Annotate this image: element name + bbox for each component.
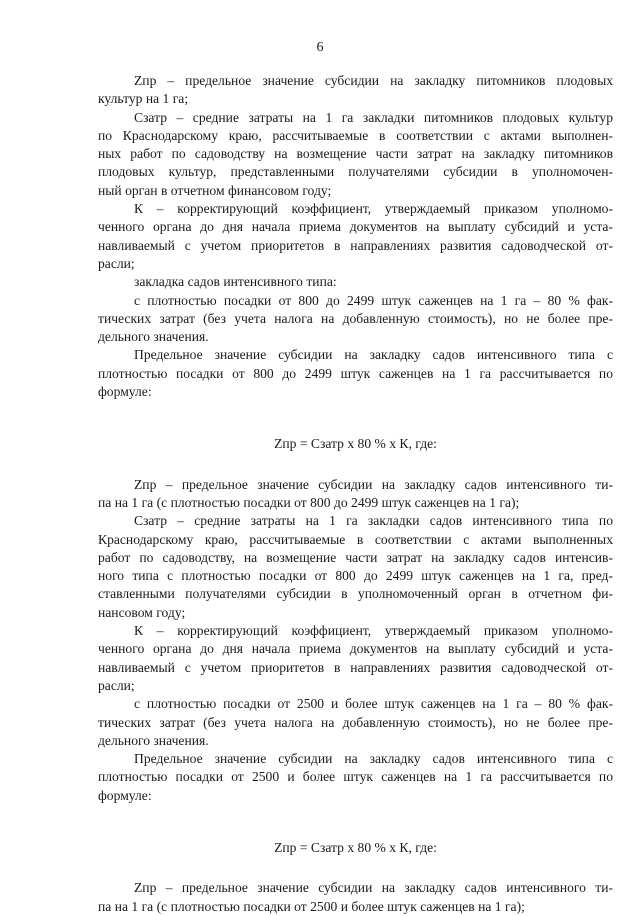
- text-line: плотностью посадки от 2500 и более штук саженцев на 1 га рассчитывается по: [98, 769, 613, 785]
- text-line: ных работ по садоводству на возмещение части затрат на закладку питомников: [98, 146, 613, 162]
- paragraph: [98, 476, 613, 513]
- text-line: Zпр – предельное значение субсидии на закладку садов интенсивного ти-: [134, 476, 613, 492]
- text-line: па на 1 га (с плотностью посадки от 2500 и более штук саженцев на 1 га);: [98, 898, 525, 914]
- paragraph: [98, 622, 613, 695]
- paragraph: [98, 879, 613, 916]
- text-line: па на 1 га (с плотностью посадки от 800 до 2499 штук саженцев на 1 га);: [98, 494, 520, 510]
- text-line: тических затрат (без учета налога на добавленную стоимость), но не более пре-: [98, 310, 613, 326]
- text-line: ный орган в отчетном финансовом году;: [98, 182, 332, 198]
- text-line: Краснодарскому краю, рассчитываемые в соответствии с актами выполненных: [98, 531, 613, 547]
- document-body: [98, 72, 613, 916]
- text-line: Zпр – предельное значение субсидии на закладку садов интенсивного ти-: [134, 880, 613, 896]
- paragraph: [98, 695, 613, 750]
- text-line: формуле:: [98, 384, 152, 400]
- text-line: плодовых культур, представленными получателями субсидии в уполномочен-: [98, 164, 613, 180]
- text-line: нансовом году;: [98, 604, 186, 620]
- text-line: Предельное значение субсидии на закладку садов интенсивного типа с: [134, 751, 613, 767]
- text-line: закладка садов интенсивного типа:: [134, 274, 337, 290]
- text-line: с плотностью посадки от 2500 и более штук саженцев на 1 га – 80 % фак-: [134, 696, 613, 712]
- paragraph: [98, 292, 613, 347]
- paragraph: [98, 200, 613, 273]
- formula: Zпр = Сзатр х 80 % х К, где:: [274, 436, 437, 452]
- text-line: навливаемый с учетом приоритетов в направлениях развития садоводческой от-: [98, 237, 613, 253]
- text-line: расли;: [98, 677, 135, 693]
- paragraph: [98, 346, 613, 401]
- text-line: дельного значения.: [98, 329, 209, 345]
- text-line: культур на 1 га;: [98, 91, 189, 107]
- paragraph: [98, 72, 613, 109]
- text-line: ченного органа до дня начала приема документов на выплату субсидий и уста-: [98, 219, 613, 235]
- text-line: тических затрат (без учета налога на добавленную стоимость), но не более пре-: [98, 714, 613, 730]
- text-line: дельного значения.: [98, 732, 209, 748]
- text-line: по Краснодарскому краю, рассчитываемые в соответствии с актами выполнен-: [98, 127, 613, 143]
- page-number: 6: [316, 40, 324, 55]
- paragraph: [98, 273, 613, 291]
- text-line: ставленными получателями субсидии в уполномоченный орган в отчетном фи-: [98, 586, 613, 602]
- text-line: Zпр – предельное значение субсидии на закладку питомников плодовых: [134, 73, 613, 88]
- text-line: Предельное значение субсидии на закладку садов интенсивного типа с: [134, 347, 613, 363]
- text-line: ного типа с плотностью посадки от 800 до 2499 штук саженцев на 1 га, пред-: [98, 568, 613, 584]
- text-line: К – корректирующий коэффициент, утверждаемый приказом уполномо-: [134, 201, 613, 217]
- text-line: К – корректирующий коэффициент, утверждаемый приказом уполномо-: [134, 623, 613, 639]
- text-line: навливаемый с учетом приоритетов в направлениях развития садоводческой от-: [98, 659, 613, 675]
- text-line: Сзатр – средние затраты на 1 га закладки садов интенсивного типа по: [134, 513, 613, 529]
- text-line: работ по садоводству, на возмещение части затрат на закладку садов интенсив-: [98, 549, 613, 565]
- text-line: плотностью посадки от 800 до 2499 штук саженцев на 1 га рассчитывается по: [98, 365, 613, 381]
- paragraph: [98, 512, 613, 622]
- paragraph: [98, 750, 613, 805]
- text-line: ченного органа до дня начала приема документов на выплату субсидий и уста-: [98, 641, 613, 657]
- text-line: формуле:: [98, 787, 152, 803]
- text-line: расли;: [98, 255, 135, 271]
- text-line: с плотностью посадки от 800 до 2499 штук саженцев на 1 га – 80 % фак-: [134, 292, 613, 308]
- formula: Zпр = Сзатр х 80 % х К, где:: [274, 839, 437, 855]
- text-line: Сзатр – средние затраты на 1 га закладки питомников плодовых культур: [134, 109, 613, 125]
- paragraph: [98, 109, 613, 200]
